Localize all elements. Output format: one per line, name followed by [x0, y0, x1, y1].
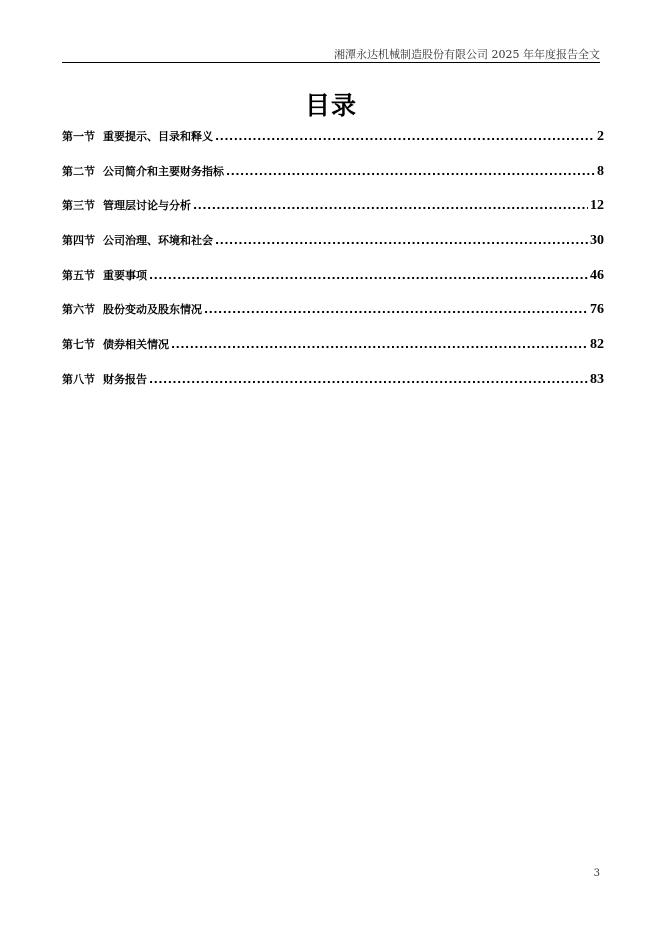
toc-page-number: 12: [590, 198, 604, 214]
toc-entry-8[interactable]: [62, 371, 604, 406]
toc-title: 目录: [304, 91, 357, 120]
toc-entry-4[interactable]: [62, 232, 604, 267]
toc-section-number: 第一节: [62, 130, 95, 143]
toc-page-number: 46: [590, 267, 604, 283]
header-divider: [62, 62, 600, 63]
toc-page-number: 82: [590, 337, 604, 353]
toc-dot-leader: [215, 130, 595, 143]
toc-section-title: 股份变动及股东情况: [103, 303, 202, 317]
toc-dot-leader: [204, 303, 588, 316]
toc-dot-leader: [215, 234, 588, 247]
toc-page-number: 83: [590, 371, 604, 387]
toc-section-title: 公司简介和主要财务指标: [103, 164, 224, 178]
toc-page-number: 8: [597, 163, 604, 179]
table-of-contents: [62, 128, 604, 406]
toc-section-number: 第四节: [62, 234, 95, 248]
toc-entry-1[interactable]: [62, 128, 604, 163]
toc-section-title: 管理层讨论与分析: [103, 199, 191, 213]
toc-entry-7[interactable]: [62, 336, 604, 371]
toc-entry-2[interactable]: [62, 163, 604, 198]
toc-page-number: 2: [597, 129, 604, 144]
toc-section-number: 第八节: [62, 372, 95, 386]
toc-entry-6[interactable]: [62, 301, 604, 336]
toc-dot-leader: [149, 269, 588, 282]
toc-section-title: 重要提示、目录和释义: [103, 130, 213, 143]
toc-dot-leader: [171, 338, 588, 351]
toc-page-number: 76: [590, 302, 604, 318]
toc-page-number: 30: [590, 233, 604, 249]
toc-dot-leader: [149, 373, 588, 386]
page-number: 3: [593, 868, 600, 879]
toc-section-number: 第六节: [62, 303, 95, 317]
toc-section-number: 第二节: [62, 164, 95, 178]
toc-entry-3[interactable]: [62, 197, 604, 232]
toc-section-number: 第三节: [62, 199, 95, 213]
toc-dot-leader: [193, 199, 588, 212]
toc-dot-leader: [226, 165, 595, 178]
toc-entry-5[interactable]: [62, 267, 604, 302]
toc-section-title: 财务报告: [103, 372, 147, 386]
toc-section-title: 公司治理、环境和社会: [103, 234, 213, 248]
toc-section-title: 重要事项: [103, 268, 147, 282]
toc-section-number: 第七节: [62, 338, 95, 352]
toc-section-number: 第五节: [62, 268, 95, 282]
toc-section-title: 债券相关情况: [103, 338, 169, 352]
running-header: 湘潭永达机械制造股份有限公司 2025 年年度报告全文: [334, 48, 600, 61]
